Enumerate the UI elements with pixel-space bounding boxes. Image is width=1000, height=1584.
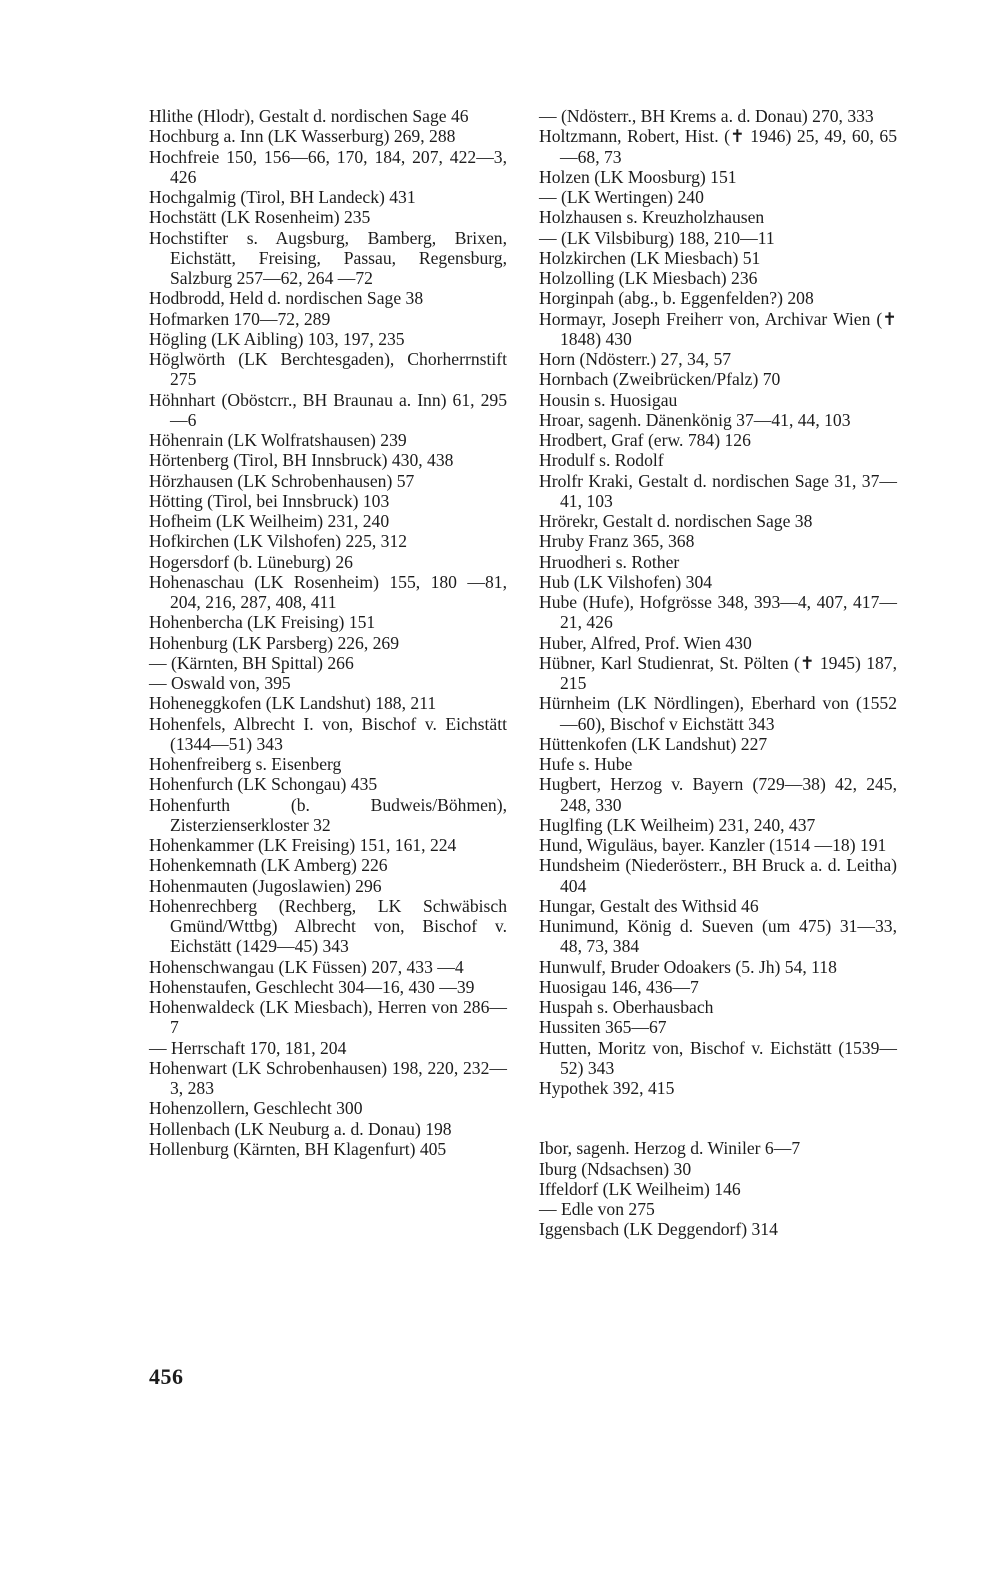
- index-entry: Hufe s. Hube: [539, 754, 633, 774]
- section-gap: [539, 1098, 897, 1138]
- index-entry: Holzolling (LK Miesbach) 236: [539, 268, 758, 288]
- index-entry: Hötting (Tirol, bei Innsbruck) 103: [149, 490, 390, 511]
- index-entry: Hofheim (LK Weilheim) 231, 240: [149, 511, 390, 531]
- index-entry: Hub (LK Vilshofen) 304: [539, 571, 713, 592]
- index-entry: Hörzhausen (LK Schrobenhausen) 57: [149, 470, 415, 491]
- index-entry: Hohenzollern, Geschlecht 300: [149, 1098, 363, 1119]
- index-entry: Höhnhart (Oböstcrr., BH Braunau a. Inn) 61, 295—6: [149, 389, 507, 430]
- index-entry: Hugbert, Herzog v. Bayern (729—38) 42, 245, 248, 330: [539, 774, 897, 815]
- index-entry: Hutten, Moritz von, Bischof v. Eichstätt (1539—52) 343: [539, 1037, 897, 1078]
- index-entry: Holzkirchen (LK Miesbach) 51: [539, 247, 761, 268]
- index-entry: Hohenburg (LK Parsberg) 226, 269: [149, 632, 400, 653]
- index-entry: Hofkirchen (LK Vilshofen) 225, 312: [149, 531, 408, 552]
- index-entry: — Edle von 275: [539, 1199, 655, 1219]
- index-entry: Hrörekr, Gestalt d. nordischen Sage 38: [539, 511, 813, 531]
- index-entry: Huber, Alfred, Prof. Wien 430: [539, 632, 752, 653]
- index-entry: Hormayr, Joseph Freiherr von, Archivar Wien (✝ 1848) 430: [539, 308, 897, 349]
- index-entry: — Oswald von, 395: [149, 673, 291, 693]
- index-entry: Hohenwart (LK Schrobenhausen) 198, 220, 232—3, 283: [149, 1057, 507, 1098]
- index-entry: Hruby Franz 365, 368: [539, 531, 695, 552]
- index-entry: Iffeldorf (LK Weilheim) 146: [539, 1178, 741, 1199]
- index-entry: Hohenrechberg (Rechberg, LK Schwäbisch Gmünd/Wttbg) Albrecht von, Bischof v. Eichstätt (1429—45) 343: [149, 895, 507, 957]
- index-entry: Hunwulf, Bruder Odoakers (5. Jh) 54, 118: [539, 956, 837, 977]
- index-entry: Hürnheim (LK Nördlingen), Eberhard von (1552—60), Bischof v Eichstätt 343: [539, 693, 897, 734]
- index-entry: Hodbrodd, Held d. nordischen Sage 38: [149, 288, 424, 309]
- index-entry: Hohenschwangau (LK Füssen) 207, 433 —4: [149, 956, 464, 977]
- index-entry: Housin s. Huosigau: [539, 389, 678, 410]
- index-entry: Hrodbert, Graf (erw. 784) 126: [539, 430, 751, 450]
- index-entry: Hrodulf s. Rodolf: [539, 450, 664, 471]
- index-entry: — (Kärnten, BH Spittal) 266: [149, 652, 354, 673]
- index-entry: Hübner, Karl Studienrat, St. Pölten (✝ 1945) 187, 215: [539, 652, 897, 693]
- index-entry: Hruodheri s. Rother: [539, 551, 680, 572]
- index-entry: Hohenaschau (LK Rosenheim) 155, 180 —81, 204, 216, 287, 408, 411: [149, 571, 507, 612]
- index-entry: Horginpah (abg., b. Eggenfelden?) 208: [539, 288, 814, 309]
- index-entry: Holtzmann, Robert, Hist. (✝ 1946) 25, 49, 60, 65—68, 73: [539, 126, 897, 167]
- index-entry: Hohenbercha (LK Freising) 151: [149, 612, 376, 633]
- index-entry: Huosigau 146, 436—7: [539, 976, 699, 997]
- index-entry: Horn (Ndösterr.) 27, 34, 57: [539, 349, 732, 369]
- index-section-h: [539, 106, 897, 1098]
- index-entry: Hohenfels, Albrecht I. von, Bischof v. Eichstätt (1344—51) 343: [149, 713, 507, 754]
- index-entry: Hollenburg (Kärnten, BH Klagenfurt) 405: [149, 1138, 447, 1159]
- index-section-i: [539, 1138, 897, 1239]
- index-entry: Hunimund, König d. Sueven (um 475) 31—33, 48, 73, 384: [539, 916, 897, 957]
- index-entry: Huglfing (LK Weilheim) 231, 240, 437: [539, 814, 816, 835]
- index-entry: — (Ndösterr., BH Krems a. d. Donau) 270, 333: [539, 106, 874, 126]
- index-entry: Iburg (Ndsachsen) 30: [539, 1158, 692, 1179]
- index-entry: Iggensbach (LK Deggendorf) 314: [539, 1219, 778, 1240]
- index-entry: Hussiten 365—67: [539, 1017, 667, 1038]
- index-entry: — Herrschaft 170, 181, 204: [149, 1037, 347, 1058]
- index-entry: Hube (Hufe), Hofgrösse 348, 393—4, 407, 417—21, 426: [539, 592, 897, 633]
- index-entry: Hohenfreiberg s. Eisenberg: [149, 754, 342, 774]
- index-entry: Huspah s. Oberhausbach: [539, 997, 714, 1017]
- index-entry: Hoheneggkofen (LK Landshut) 188, 211: [149, 693, 437, 714]
- index-entry: Hrolfr Kraki, Gestalt d. nordischen Sage 31, 37—41, 103: [539, 470, 897, 511]
- index-entry: Hohenfurch (LK Schongau) 435: [149, 774, 378, 795]
- index-entry: Hroar, sagenh. Dänenkönig 37—41, 44, 103: [539, 409, 851, 430]
- index-entry: Hundsheim (Niederösterr., BH Bruck a. d. Leitha) 404: [539, 855, 897, 896]
- index-column-right: [539, 106, 897, 1240]
- index-entry: Hund, Wiguläus, bayer. Kanzler (1514 —18) 191: [539, 835, 887, 855]
- index-entry: Höhenrain (LK Wolfratshausen) 239: [149, 430, 407, 450]
- index-entry: Hohenwaldeck (LK Miesbach), Herren von 286—7: [149, 997, 507, 1038]
- index-entry: Hlithe (Hlodr), Gestalt d. nordischen Sage 46: [149, 106, 469, 126]
- index-entry: Ibor, sagenh. Herzog d. Winiler 6—7: [539, 1138, 801, 1159]
- index-entry: Hohenfurth (b. Budweis/Böhmen), Zisterzienserkloster 32: [149, 794, 507, 835]
- index-entry: Hochstätt (LK Rosenheim) 235: [149, 207, 371, 228]
- index-entry: Höglwörth (LK Berchtesgaden), Chorherrnstift 275: [149, 349, 507, 390]
- index-entry: Hornbach (Zweibrücken/Pfalz) 70: [539, 369, 781, 390]
- index-entry: Hochgalmig (Tirol, BH Landeck) 431: [149, 187, 416, 207]
- index-entry: Hungar, Gestalt des Withsid 46: [539, 895, 759, 916]
- index-entry: Hohenkammer (LK Freising) 151, 161, 224: [149, 835, 457, 855]
- index-entry: Hochfreie 150, 156—66, 170, 184, 207, 422—3, 426: [149, 146, 507, 187]
- index-entry: Hörtenberg (Tirol, BH Innsbruck) 430, 438: [149, 450, 454, 471]
- index-entry: Holzhausen s. Kreuzholzhausen: [539, 207, 765, 228]
- index-entry: — (LK Wertingen) 240: [539, 187, 704, 207]
- index-entry: Holzen (LK Moosburg) 151: [539, 166, 737, 187]
- index-entry: Hypothek 392, 415: [539, 1078, 675, 1098]
- index-entry: Hochburg a. Inn (LK Wasserburg) 269, 288: [149, 126, 456, 147]
- index-entry: Hüttenkofen (LK Landshut) 227: [539, 733, 768, 754]
- index-column-left: [149, 106, 507, 1159]
- index-entry: — (LK Vilsbiburg) 188, 210—11: [539, 227, 775, 248]
- page-number: 456: [149, 1364, 184, 1389]
- index-entry: Hochstifter s. Augsburg, Bamberg, Brixen, Eichstätt, Freising, Passau, Regensburg, Salzburg 257—62, 264 —72: [149, 227, 507, 288]
- index-entry: Hofmarken 170—72, 289: [149, 308, 331, 329]
- index-entry: Hohenmauten (Jugoslawien) 296: [149, 875, 382, 896]
- index-entry: Högling (LK Aibling) 103, 197, 235: [149, 328, 405, 349]
- index-entry: Hollenbach (LK Neuburg a. d. Donau) 198: [149, 1118, 452, 1139]
- index-entry: Hohenstaufen, Geschlecht 304—16, 430 —39: [149, 976, 475, 997]
- index-entry: Hohenkemnath (LK Amberg) 226: [149, 855, 388, 876]
- index-entry: Hogersdorf (b. Lüneburg) 26: [149, 551, 353, 572]
